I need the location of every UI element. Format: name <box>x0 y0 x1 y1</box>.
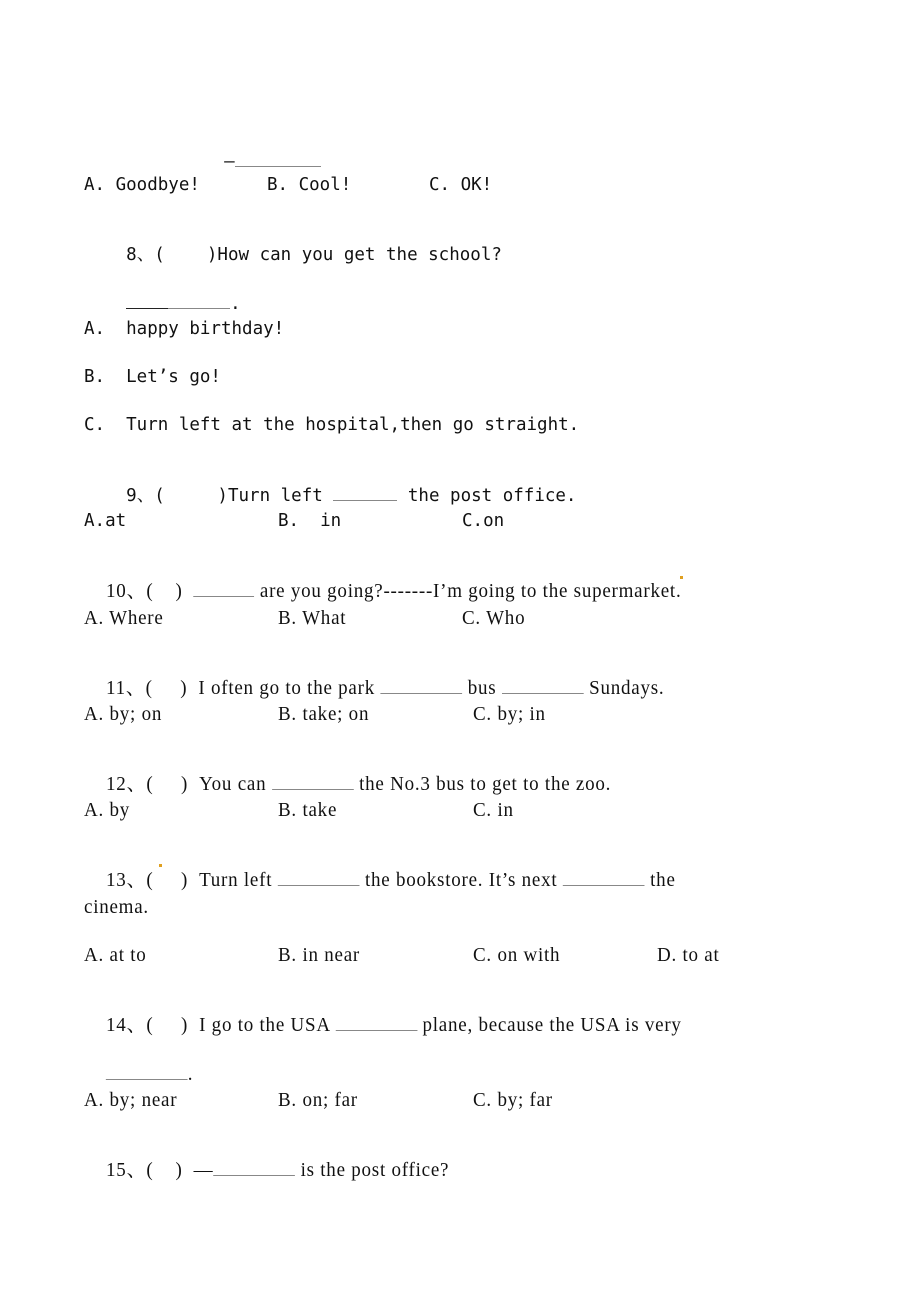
answer-paren: ( ) <box>146 773 189 795</box>
question-number: 11、 <box>106 677 146 699</box>
option-c: C.on <box>462 511 505 531</box>
text-before: You can <box>199 773 267 795</box>
option-a: A.at <box>84 511 127 531</box>
option-b: B. What <box>278 607 347 629</box>
option-b: B. in <box>278 511 342 531</box>
option-a: A. by; near <box>84 1089 178 1111</box>
question-number: 14、 <box>106 1014 147 1036</box>
option-c: C. on with <box>473 944 561 966</box>
answer-blank-1 <box>335 1014 417 1031</box>
option-d: D. to at <box>657 944 720 966</box>
text-after: is the post office? <box>300 1159 450 1181</box>
period: . <box>187 1063 194 1085</box>
answer-paren: ( ) <box>146 1159 183 1181</box>
question-number: 8、 <box>126 245 155 265</box>
option-b: B. in near <box>278 944 360 966</box>
text-after: the No.3 bus to get to the zoo. <box>359 773 612 795</box>
answer-paren: ( ) <box>154 486 228 506</box>
answer-paren: ( ) <box>146 1014 189 1036</box>
option-a: A. Goodbye! <box>84 175 200 195</box>
answer-paren: ( ) <box>154 245 218 265</box>
text-after: plane, because the USA is very <box>422 1014 682 1036</box>
question-number: 9、 <box>126 486 155 506</box>
question-12-stem <box>84 751 611 817</box>
text-before: Turn left <box>199 869 273 891</box>
answer-blank-2 <box>502 677 584 694</box>
option-c: C. by; far <box>473 1089 553 1111</box>
answer-blank <box>333 484 397 501</box>
dash-prefix <box>126 297 168 309</box>
answer-blank <box>235 150 321 167</box>
option-b: B. Cool! <box>267 175 352 195</box>
dash-prefix: — <box>193 1159 214 1181</box>
continuation: cinema. <box>84 896 149 918</box>
text-before: I go to the USA <box>199 1014 330 1036</box>
question-10-stem <box>84 558 681 624</box>
answer-blank <box>272 773 354 790</box>
option-a: A. Where <box>84 607 164 629</box>
period: . <box>230 294 241 314</box>
option-b: B. on; far <box>278 1089 358 1111</box>
option-b: B. Let’s go! <box>84 367 221 387</box>
text-after: the <box>650 869 676 891</box>
option-c: C. Turn left at the hospital,then go straight. <box>84 415 580 435</box>
text-before: Turn left <box>227 486 323 506</box>
question-number: 12、 <box>106 773 147 795</box>
text-middle: the bookstore. It’s next <box>365 869 558 891</box>
option-a: A. happy birthday! <box>84 319 285 339</box>
answer-line-q7 <box>203 128 321 173</box>
option-c: C. Who <box>462 607 526 629</box>
question-number: 15、 <box>106 1159 147 1181</box>
orange-mark <box>159 864 162 867</box>
option-a: A. at to <box>84 944 147 966</box>
answer-blank-2 <box>106 1063 188 1080</box>
answer-blank-1 <box>278 869 360 886</box>
question-text: How can you get the school? <box>217 245 502 265</box>
answer-blank <box>194 580 255 597</box>
text-middle: bus <box>467 677 497 699</box>
option-c: C. OK! <box>429 175 493 195</box>
answer-blank-2 <box>563 869 645 886</box>
question-15-stem <box>84 1137 449 1203</box>
answer-blank <box>168 292 230 309</box>
answer-blank <box>213 1159 295 1176</box>
orange-mark <box>680 576 683 579</box>
text-before: I often go to the park <box>198 677 375 699</box>
text-after: are you going?-------I’m going to the supermarket. <box>259 580 682 602</box>
option-c: C. in <box>473 799 514 821</box>
text-after: the post office. <box>407 486 577 506</box>
option-b: B. take <box>278 799 338 821</box>
answer-blank-1 <box>381 677 463 694</box>
text-after: Sundays. <box>589 677 665 699</box>
answer-paren: ( ) <box>146 580 183 602</box>
dash-prefix: — <box>224 152 235 172</box>
question-number: 10、 <box>106 580 147 602</box>
answer-paren: ( ) <box>145 677 188 699</box>
option-b: B. take; on <box>278 703 370 725</box>
option-a: A. by <box>84 799 131 821</box>
option-a: A. by; on <box>84 703 163 725</box>
option-c: C. by; in <box>473 703 546 725</box>
question-13-stem <box>84 847 676 913</box>
question-number: 13、 <box>106 869 147 891</box>
answer-paren: ( ) <box>146 869 189 891</box>
question-11-stem <box>84 655 664 721</box>
